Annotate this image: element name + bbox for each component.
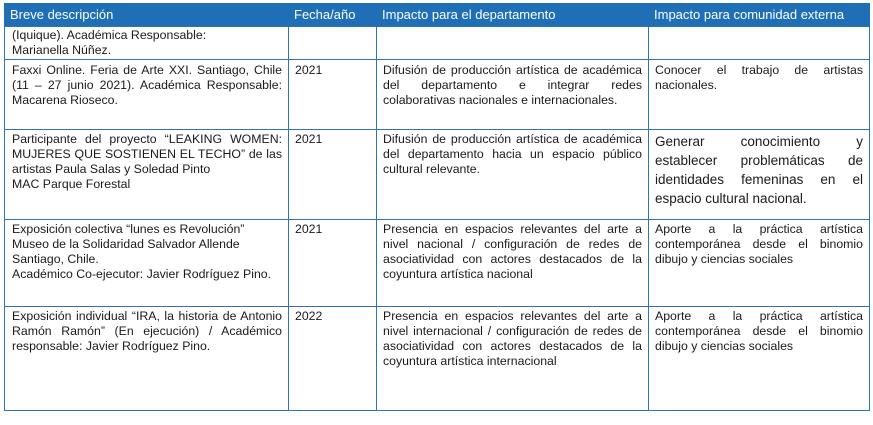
cell-ext-impact: Aporte a la práctica artística contemporánea desde el binomio dibujo y ciencias sociales bbox=[649, 220, 870, 307]
cell-year: 2021 bbox=[289, 130, 377, 220]
description-line: Museo de la Solidaridad Salvador Allende bbox=[12, 237, 240, 251]
header-dept-impact: Impacto para el departamento bbox=[377, 3, 649, 27]
header-row bbox=[5, 3, 870, 27]
table-row bbox=[5, 220, 870, 307]
description-line: Exposición individual “IRA, la historia de Antonio Ramón Ramón” (En ejecución) / Académico responsable: Javier Rodríguez Pino. bbox=[12, 309, 282, 353]
table-row bbox=[5, 130, 870, 220]
cell-ext-impact: Aporte a la práctica artística contemporánea desde el binomio dibujo y ciencias sociales bbox=[649, 307, 870, 411]
cell-ext-impact: Generar conocimiento y establecer problemáticas de identidades femeninas en el espacio cultural nacional. bbox=[649, 130, 870, 220]
description-line: Santiago, Chile. bbox=[12, 252, 99, 266]
cell-dept-impact: Presencia en espacios relevantes del arte a nivel nacional / configuración de redes de asociatividad con actores destacados de la coyuntura artística nacional bbox=[377, 220, 649, 307]
document-page bbox=[4, 3, 870, 411]
table-row bbox=[5, 27, 870, 60]
cell-description bbox=[5, 27, 289, 60]
cell-dept-impact bbox=[377, 27, 649, 60]
cell-description bbox=[5, 60, 289, 130]
cell-dept-impact: Difusión de producción artística de académica del departamento e integrar redes colaborativas nacionales e internacionales. bbox=[377, 60, 649, 130]
cell-year: 2021 bbox=[289, 220, 377, 307]
description-line: (Iquique). Académica Responsable: bbox=[12, 28, 207, 42]
header-description: Breve descripción bbox=[5, 3, 289, 27]
table-row bbox=[5, 307, 870, 411]
cell-description bbox=[5, 220, 289, 307]
cell-description bbox=[5, 307, 289, 411]
description-line: MAC Parque Forestal bbox=[12, 177, 131, 191]
cell-ext-impact bbox=[649, 27, 870, 60]
cell-dept-impact: Difusión de producción artística de académica del departamento hacia un espacio público cultural relevante. bbox=[377, 130, 649, 220]
cell-ext-impact: Conocer el trabajo de artistas nacionales. bbox=[649, 60, 870, 130]
cell-year bbox=[289, 27, 377, 60]
description-line: Marianella Núñez. bbox=[12, 43, 112, 57]
cell-year: 2022 bbox=[289, 307, 377, 411]
description-line: Participante del proyecto “LEAKING WOMEN: MUJERES QUE SOSTIENEN EL TECHO” de las artistas Paula Salas y Soledad Pinto bbox=[12, 132, 282, 176]
table-row bbox=[5, 60, 870, 130]
description-line: Académico Co-ejecutor: Javier Rodríguez Pino. bbox=[12, 267, 272, 281]
description-line: Faxxi Online. Feria de Arte XXI. Santiago, Chile (11 – 27 junio 2021). Académica Responsable: Macarena Rioseco. bbox=[12, 63, 282, 107]
cell-year: 2021 bbox=[289, 60, 377, 130]
description-line: Exposición colectiva “lunes es Revolución” bbox=[12, 222, 245, 236]
header-ext-impact: Impacto para comunidad externa bbox=[649, 3, 870, 27]
activities-table bbox=[4, 3, 870, 411]
cell-description bbox=[5, 130, 289, 220]
header-year: Fecha/año bbox=[289, 3, 377, 27]
cell-dept-impact: Presencia en espacios relevantes del arte a nivel internacional / configuración de redes de asociatividad con actores destacados de la coyuntura artística internacional bbox=[377, 307, 649, 411]
